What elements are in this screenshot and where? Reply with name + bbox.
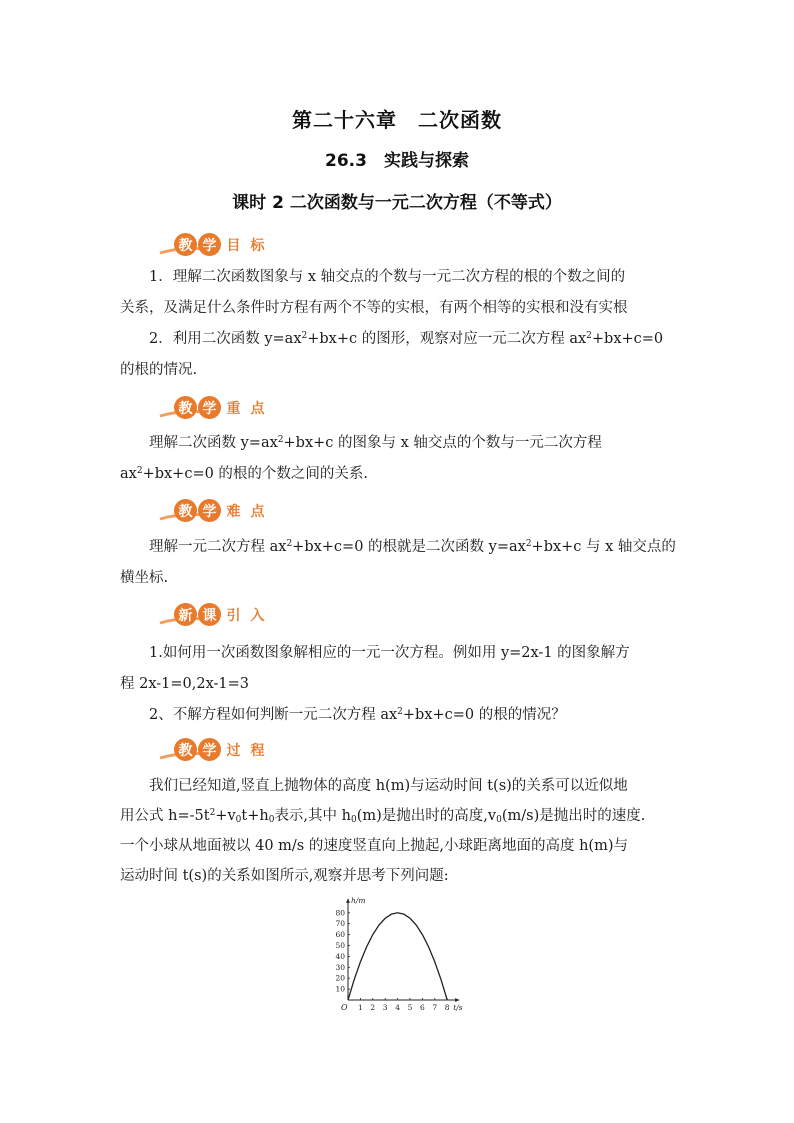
x-tick-label: 3: [382, 1003, 388, 1012]
process-section: [120, 771, 676, 891]
badge-char: 点: [250, 400, 265, 417]
badge-char: 引: [226, 607, 241, 624]
process-line-4: 运动时间 t(s)的关系如图所示,观察并思考下列问题:: [120, 868, 449, 884]
badge-char: 过: [226, 742, 241, 759]
y-tick-label: 30: [335, 962, 345, 972]
y-tick-label: 20: [335, 973, 345, 983]
badge-char: 难: [226, 503, 241, 520]
origin-label: O: [341, 1003, 348, 1012]
difficult-points-section: [120, 532, 676, 594]
badge-char: 学: [198, 233, 221, 256]
badge-char: 学: [198, 396, 221, 419]
intro-section: [120, 638, 676, 731]
x-tick-label: 8: [444, 1003, 450, 1012]
goal-1-line-1: 1．理解二次函数图象与 x 轴交点的个数与一元二次方程的根的个数之间的: [149, 269, 626, 285]
badge-char: 入: [250, 607, 265, 624]
lesson-title: 课时 2 二次函数与一元二次方程（不等式）: [232, 193, 562, 213]
difficult-line-2: 横坐标.: [120, 570, 169, 586]
y-tick-label: 40: [335, 951, 345, 961]
badge-char: 教: [174, 499, 197, 522]
goal-2-line-2: 的根的情况.: [120, 362, 198, 378]
badge-char: 新: [174, 603, 197, 626]
chapter-title: 第二十六章 二次函数: [292, 108, 502, 132]
goal-1-line-2: 关系，及满足什么条件时方程有两个不等的实根，有两个相等的实根和没有实根: [120, 300, 628, 316]
x-tick-label: 2: [370, 1003, 376, 1012]
chart-series-line: [348, 913, 447, 1000]
key-line-2: $ax^2+bx+c=0$ 的根的个数之间的关系.: [120, 466, 369, 482]
process-line-1: 我们已经知道,竖直上抛物体的高度 h(m)与运动时间 t(s)的关系可以近似地: [149, 778, 628, 794]
badge-char: 课: [198, 603, 221, 626]
badge-char: 教: [174, 396, 197, 419]
badge-char: 教: [174, 738, 197, 761]
section-title: 26.3 实践与探索: [325, 151, 469, 171]
x-axis-arrow-icon: [455, 998, 459, 1002]
y-tick-label: 60: [335, 930, 345, 940]
goals-section: [120, 262, 676, 386]
y-tick-label: 70: [335, 919, 345, 929]
badge-char: 学: [198, 499, 221, 522]
x-tick-label: 5: [407, 1003, 413, 1012]
badge-char: 教: [174, 233, 197, 256]
key-line-1: 理解二次函数 $y=ax^2+bx+c$ 的图象与 x 轴交点的个数与一元二次方程: [149, 435, 602, 451]
x-tick-label: 7: [432, 1003, 438, 1012]
badge-char: 重: [226, 400, 241, 417]
intro-2-line-1: 2、不解方程如何判断一元二次方程 $ax^2+bx+c=0$ 的根的情况？: [149, 707, 566, 723]
intro-1-line-2: 程 2x-1=0,2x-1=3: [120, 676, 250, 692]
badge-char: 学: [198, 738, 221, 761]
key-points-section: [120, 428, 676, 490]
badge-char: 目: [226, 237, 241, 254]
y-tick-label: 50: [335, 941, 345, 950]
intro-1-line-1: 1.如何用一次函数图象解相应的一元一次方程。例如用 y=2x-1 的图象解方: [149, 645, 630, 661]
badge-char: 标: [250, 237, 265, 254]
difficult-line-1: 理解一元二次方程 $ax^2+bx+c=0$ 的根就是二次函数 $y=ax^2+bx+c$ 与 x 轴交点的: [149, 539, 676, 555]
process-line-3: 一个小球从地面被以 40 m/s 的速度竖直向上抛起,小球距离地面的高度 h(m)与: [120, 838, 628, 854]
y-tick-label: 80: [335, 908, 345, 918]
badge-char: 点: [250, 503, 265, 520]
badge-char: 程: [250, 742, 265, 759]
x-axis-label: t/s: [453, 1003, 463, 1012]
height-time-chart: [330, 895, 463, 1020]
y-axis-arrow-icon: [346, 899, 350, 903]
x-tick-label: 6: [420, 1003, 425, 1012]
x-tick-label: 1: [358, 1003, 363, 1012]
y-tick-label: 10: [335, 984, 345, 994]
x-tick-label: 4: [395, 1003, 400, 1012]
y-axis-label: h/m: [351, 895, 366, 905]
goal-2-line-1: 2．利用二次函数 $y=ax^2+bx+c$ 的图形，观察对应一元二次方程 $ax^2+bx+c=0$: [149, 331, 664, 347]
process-line-2: 用公式 $h=-5t^2+v_0t+h_0$表示,其中 $h_0(m)$是抛出时的高度$,v_0(m/s)$是抛出时的速度.: [120, 808, 646, 825]
